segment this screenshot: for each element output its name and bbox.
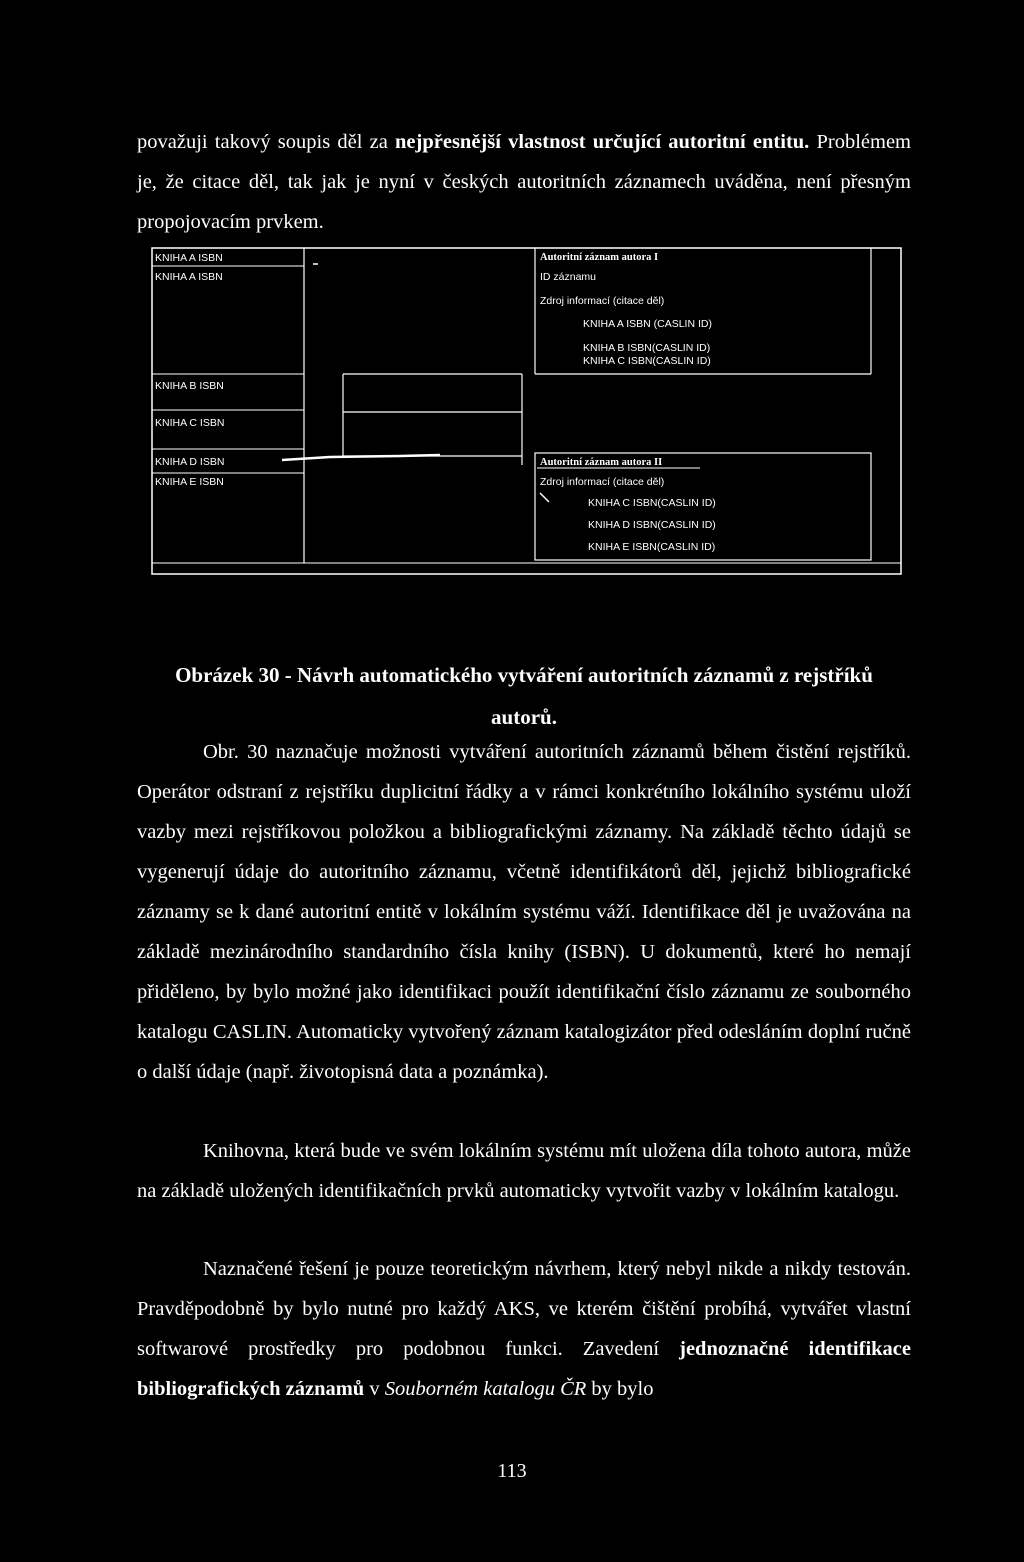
authority-record-diagram	[0, 240, 1024, 585]
index-entry: KNIHA C ISBN	[155, 417, 225, 429]
paragraph-library-links: Knihovna, která bude ve svém lokálním systému mít uložena díla tohoto autora, může na základě uložených identifikačních prvků automaticky vytvořit vazby v lokálním katalogu.	[137, 1140, 911, 1202]
index-entry: KNIHA D ISBN	[155, 456, 225, 468]
figure-caption: Obrázek 30 - Návrh automatického vytváření autoritních záznamů z rejstříků autorů.	[175, 663, 873, 729]
record-1-source: Zdroj informací (citace děl)	[540, 295, 665, 307]
emphasis-italic: Souborném katalogu ČR	[384, 1378, 587, 1400]
index-entry: KNIHA A ISBN	[155, 271, 223, 283]
emphasis-bold: jednoznačné identifikace bibliografických záznamů	[137, 1338, 911, 1400]
record-1-item: KNIHA C ISBN(CASLIN ID)	[583, 355, 711, 367]
index-entry: KNIHA A ISBN	[155, 252, 223, 264]
emphasis-bold: nejpřesnější vlastnost určující autoritní entitu.	[395, 131, 810, 153]
paragraph-theoretical-proposal: Naznačené řešení je pouze teoretickým návrhem, který nebyl nikde a nikdy testován. Pravděpodobně by bylo nutné pro každý AKS, ve kterém čištění probíhá, vytvářet vlastní softwarové prostředky pro podobnou funkci. Zavedení jednoznačné identifikace bibliografických záznamů v Souborném katalogu ČR by bylo	[137, 1258, 911, 1400]
record-1-item: KNIHA A ISBN (CASLIN ID)	[583, 318, 712, 330]
record-2-source: Zdroj informací (citace děl)	[540, 476, 665, 488]
index-entry: KNIHA B ISBN	[155, 380, 224, 392]
paragraph-intro: považuji takový soupis děl za nejpřesnější vlastnost určující autoritní entitu. Problémem je, že citace děl, tak jak je nyní v českých autoritních záznamech uváděna, není přesným propojovacím prvkem.	[137, 131, 912, 233]
record-1-item: KNIHA B ISBN(CASLIN ID)	[583, 342, 711, 354]
record-2-title: Autoritní záznam autora II	[540, 457, 663, 468]
record-2-item: KNIHA C ISBN(CASLIN ID)	[588, 497, 716, 509]
record-2-item: KNIHA D ISBN(CASLIN ID)	[588, 519, 716, 531]
page-number: 113	[497, 1460, 527, 1482]
record-2-item: KNIHA E ISBN(CASLIN ID)	[588, 541, 716, 553]
index-entry: KNIHA E ISBN	[155, 476, 224, 488]
paragraph-figure-description: Obr. 30 naznačuje možnosti vytváření autoritních záznamů během čistění rejstříků. Operátor odstraní z rejstříku duplicitní řádky a v rámci konkrétního lokálního systému uloží vazby mezi rejstříkovou položkou a bibliografickými záznamy. Na základě těchto údajů se vygenerují údaje do autoritního záznamu, včetně identifikátorů děl, jejichž bibliografické záznamy se k dané autoritní entitě v lokálním systému váží. Identifikace děl je uvažována na základě mezinárodního standardního čísla knihy (ISBN). U dokumentů, které ho nemají přiděleno, by bylo možné jako identifikaci použít identifikační číslo záznamu ze souborného katalogu CASLIN. Automaticky vytvořený záznam katalogizátor před odesláním doplní ručně o další údaje (např. životopisná data a poznámka).	[137, 741, 911, 1083]
record-1-title: Autoritní záznam autora I	[540, 252, 659, 263]
record-1-id: ID záznamu	[540, 271, 597, 283]
